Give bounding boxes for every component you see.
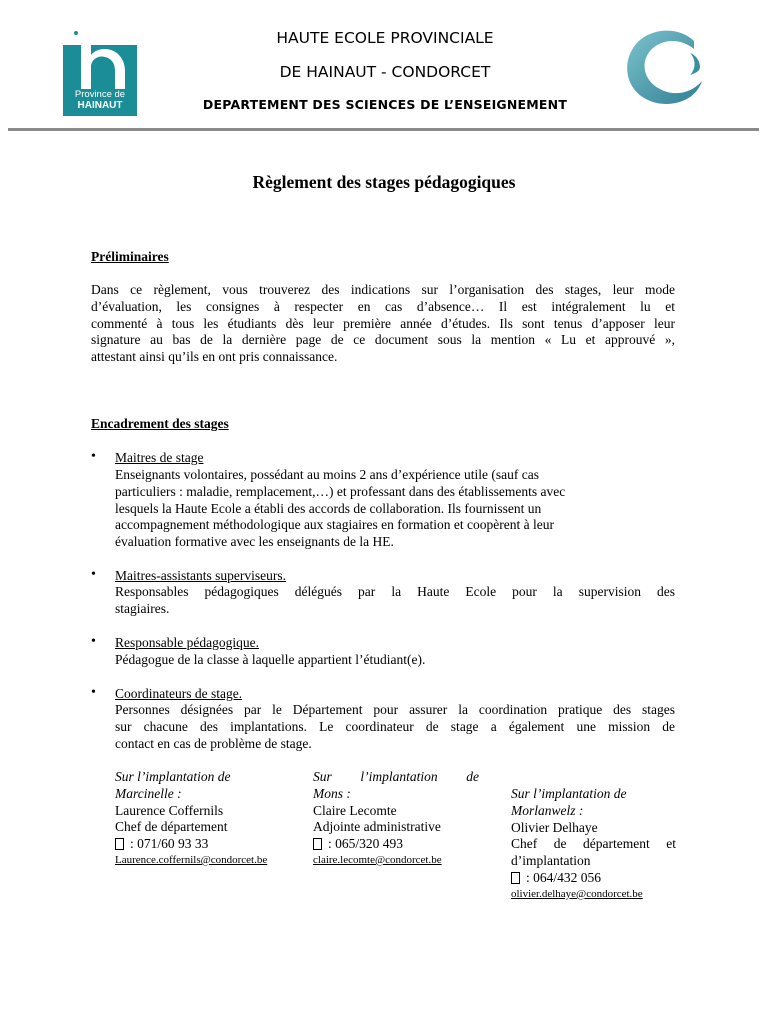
paragraph-line: Dans ce règlement, vous trouverez des indications sur l’organisation des stages, leur mode [91, 282, 675, 297]
contact-role: Chef de département et [511, 836, 676, 852]
item-text-coordinateurs [115, 702, 675, 752]
item-text-responsable-pedagogique [115, 652, 675, 669]
contact-phone [313, 836, 479, 853]
item-line: Pédagogue de la classe à laquelle appartient l’étudiant(e). [115, 652, 426, 667]
item-line: Enseignants volontaires, possédant au moins 2 ans d’expérience utile (sauf cas [115, 467, 540, 482]
bullet-icon: • [91, 634, 96, 649]
school-name-line1: HAUTE ECOLE PROVINCIALE [276, 29, 494, 47]
contact-marcinelle [115, 769, 295, 868]
paragraph-line: d’évaluation, les consignes à respecter en cas d’absence… Il est intégralement lu et [91, 298, 675, 314]
bullet-icon: • [91, 567, 96, 582]
contact-phone-number: : 065/320 493 [328, 836, 404, 852]
item-line: lesquels la Haute Ecole a établi des accords de collaboration. Ils fournissent un [115, 500, 542, 516]
contact-phone-number: : 071/60 93 33 [130, 836, 209, 852]
item-line: particuliers : maladie, remplacement,…) et professant dans des établissements avec [115, 483, 566, 499]
contact-site-line: Sur l’implantation de [313, 769, 479, 784]
item-text-maitres-de-stage [115, 467, 675, 551]
contact-site-name: Morlanwelz : [511, 802, 584, 818]
item-text-maitres-assistants [115, 584, 675, 618]
condorcet-logo-icon [622, 27, 706, 107]
phone-icon [313, 838, 322, 850]
item-title-responsable-pedagogique: Responsable pédagogique. [115, 635, 259, 650]
department-name: DEPARTEMENT DES SCIENCES DE L’ENSEIGNEMENT [202, 97, 568, 112]
contact-name: Claire Lecomte [313, 802, 397, 818]
contact-role: Chef de département [115, 819, 228, 835]
contact-role-continued: d’implantation [511, 853, 591, 869]
item-line: Personnes désignées par le Département pour assurer la coordination pratique des stages [115, 702, 675, 717]
item-title-maitres-assistants: Maitres-assistants superviseurs. [115, 568, 286, 583]
contact-email-link[interactable]: Laurence.coffernils@condorcet.be [115, 853, 268, 866]
phone-icon [115, 838, 124, 850]
paragraph-line: attestant ainsi qu’ils en ont pris connaissance. [91, 349, 338, 365]
bullet-icon: • [91, 685, 96, 700]
logo-hainaut-label: HAINAUT [77, 100, 123, 111]
contact-site-name: Mons : [313, 785, 351, 801]
item-line: contact en cas de problème de stage. [115, 735, 312, 751]
contact-email-link[interactable]: claire.lecomte@condorcet.be [313, 853, 442, 866]
condorcet-logo [622, 27, 706, 107]
preliminaires-heading: Préliminaires [91, 249, 169, 264]
item-line: sur chacune des implantations. Le coordinateur de stage a également une mission de [115, 718, 675, 734]
item-line: évaluation formative avec les enseignants de la HE. [115, 534, 394, 550]
bullet-icon: • [91, 449, 96, 464]
school-name-line2: DE HAINAUT - CONDORCET [279, 63, 491, 81]
preliminaires-paragraph [91, 282, 675, 366]
contact-mons [313, 769, 479, 868]
contact-morlanwelz [511, 786, 676, 902]
contact-name: Laurence Coffernils [115, 802, 224, 818]
encadrement-heading: Encadrement des stages [91, 416, 229, 431]
contact-phone-number: : 064/432 056 [526, 869, 602, 885]
contact-site-line: Sur l’implantation de [511, 786, 627, 801]
document-title: Règlement des stages pédagogiques [252, 172, 516, 192]
contact-site-line: Sur l’implantation de [115, 769, 231, 784]
contact-name: Olivier Delhaye [511, 819, 598, 835]
phone-icon [511, 872, 520, 884]
contact-role: Adjointe administrative [313, 819, 441, 835]
header-divider [8, 128, 759, 131]
contact-phone [115, 836, 295, 853]
item-title-coordinateurs: Coordinateurs de stage. [115, 686, 243, 701]
logo-province-label: Province de [74, 89, 126, 100]
province-hainaut-logo [63, 27, 137, 116]
paragraph-line: signature au bas de la dernière page de ce document sous la mention « Lu et approuvé », [91, 332, 675, 348]
paragraph-line: commenté à tous les étudiants dès leur première année d’études. Ils sont tenus d’apposer leur [91, 315, 675, 331]
item-title-maitres-de-stage: Maitres de stage [115, 450, 204, 465]
item-line: Responsables pédagogiques délégués par la Haute Ecole pour la supervision des [115, 584, 675, 599]
contact-phone [511, 870, 676, 887]
item-line: stagiaires. [115, 600, 170, 616]
contact-email-link[interactable]: olivier.delhaye@condorcet.be [511, 887, 643, 900]
contact-site-name: Marcinelle : [115, 785, 182, 801]
item-line: accompagnement méthodologique aux stagiaires en formation et coopèrent à leur [115, 517, 554, 533]
